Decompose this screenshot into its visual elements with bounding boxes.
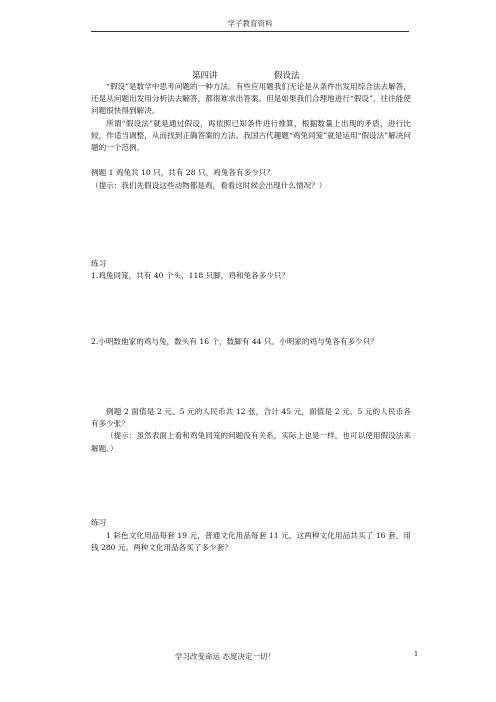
practice-2-question-1: 1 彩色文化用品每套 19 元，普通文化用品每套 11 元，这两种文化用品共买了 16 套，用钱 280 元。两种文化用品各买了多少套？ bbox=[91, 531, 411, 553]
header-divider bbox=[91, 31, 409, 32]
example-2-hint: （提示：虽然表面上看和鸡兔同笼的问题没有关系，实际上也是一样，也可以使用假设法来解题。） bbox=[91, 431, 411, 453]
intro-section bbox=[91, 81, 411, 154]
example-1-question: 例题 1 鸡兔共 10 只，共有 28 只，鸡兔各有多少只？ bbox=[91, 168, 274, 177]
page-header: 学子教育资料 bbox=[227, 19, 273, 28]
example-2-question: 例题 2 面值是 2 元、5 元的人民币共 12 张，合计 45 元，面值是 2 元、5 元的人民币各有多少张？ bbox=[91, 407, 411, 429]
intro-paragraph-2: 所谓“假设法”就是通过假设，再依照已知条件进行推算，根据数量上出现的矛盾，进行比较，作适当调整，从而找到正确答案的方法。我国古代趣题“鸡兔同笼”就是运用“假设法”解决问题的一个范例。 bbox=[91, 118, 411, 153]
practice-1-question-2: 2.小明数他家的鸡与兔，数头有 16 个，数脚有 44 只。小明家的鸡与兔各有多少只？ bbox=[91, 337, 378, 346]
practice-1-question-1: 1.鸡兔同笼，共有 40 个头，118 只脚，鸡和兔各多少只？ bbox=[91, 271, 290, 280]
intro-paragraph-1: “假设”是数学中思考问题的一种方法。有些应用题我们无论是从条件出发用综合法去解答，还是从问题出发用分析法去解答，都很难求出答案。但是如果我们合理地进行“假设”，往往能使问题很快得到解决。 bbox=[91, 82, 411, 116]
practice-2-section bbox=[91, 530, 411, 554]
footer-motto: 学习改变命运 态度决定一切！ bbox=[175, 652, 275, 661]
lecture-number: 第四讲 bbox=[192, 71, 218, 81]
example-1-hint: （提示：我们先假设这些动物都是鸡，看看这时候会出现什么情况？） bbox=[91, 181, 327, 190]
page-number: 1 bbox=[414, 650, 419, 658]
lecture-topic: 假设法 bbox=[274, 71, 300, 81]
practice-2-label: 练习 bbox=[91, 518, 107, 527]
practice-1-label: 练习 bbox=[91, 259, 107, 268]
example-2-section bbox=[91, 406, 411, 455]
